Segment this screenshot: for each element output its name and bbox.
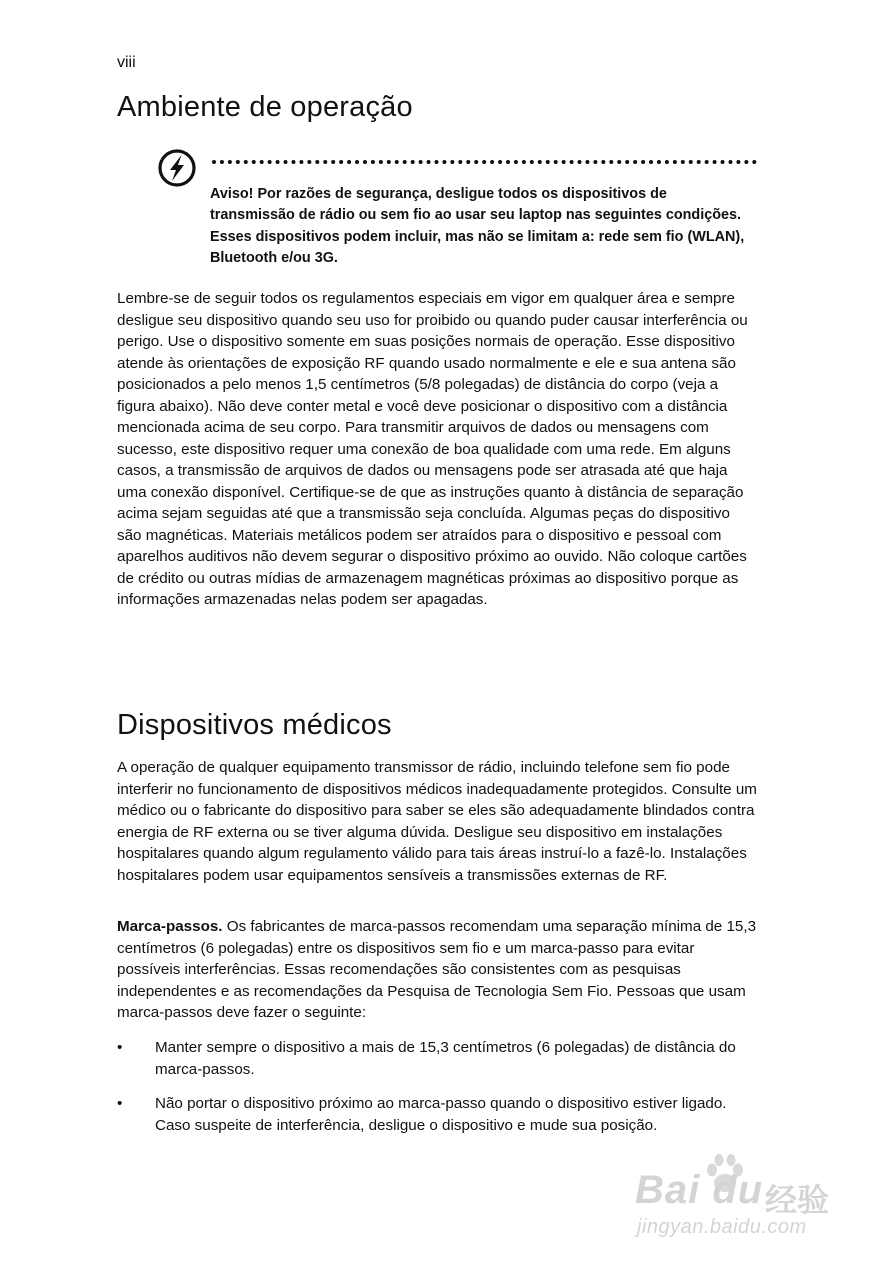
section-title-ambiente: Ambiente de operação bbox=[117, 91, 413, 123]
paragraph-marca-passos bbox=[117, 916, 757, 1024]
paragraph-medicos: A operação de qualquer equipamento transmissor de rádio, incluindo telefone sem fio pode interferir no funcionamento de dispositivos médicos inadequadamente protegidos. Consulte um médico ou o fabricante do dispositivo para saber se eles são adequadamente blindados contra energia de RF externa ou se tiver alguma dúvida. Desligue seu dispositivo em instalações hospitalares quando algum regulamento válido para tais áreas instruí-lo a fazê-lo. Instalações hospitalares podem usar equipamentos sensíveis a transmissões externas de RF. bbox=[117, 759, 757, 884]
bullet-icon: • bbox=[117, 1039, 123, 1056]
page-number: viii bbox=[117, 54, 136, 71]
watermark-url: jingyan.baidu.com bbox=[637, 1216, 807, 1238]
paragraph-operacao: Lembre-se de seguir todos os regulamentos especiais em vigor em qualquer área e sempre desligue seu dispositivo quando seu uso for proibido ou quando puder causar interferência ou perigo. Use o dispositivo somente em suas posições normais de operação. Esse dispositivo atende às orientações de exposição RF quando usado normalmente e ele e sua antena são posicionados a pelo menos 1,5 centímetros (5/8 polegadas) de distância do corpo (veja a figura abaixo). Não deve conter metal e você deve posicionar o dispositivo com a distância mencionada acima de seu corpo. Para transmitir arquivos de dados ou mensagens com sucesso, este dispositivo requer uma conexão de boa qualidade com uma rede. Em alguns casos, a transmissão de arquivos de dados ou mensagens pode ser atrasada até que haja uma conexão disponível. Certifique-se de que as instruções quanto à distância de separação acima sejam seguidas até que a transmissão seja concluída. Algumas peças do dispositivo são magnéticas. Materiais metálicos podem ser atraídos para o dispositivo e pessoal com aparelhos auditivos não devem segurar o dispositivo próximo ao ouvido. Não coloque cartões de crédito ou outras mídias de armazenagem magnéticas próximas ao dispositivo porque as informações armazenadas nelas podem ser apagadas. bbox=[117, 290, 748, 608]
warning-text: Aviso! Por razões de segurança, desligue todos os dispositivos de transmissão de rádio ou sem fio ao usar seu laptop nas seguintes condições. Esses dispositivos podem incluir, mas não se limitam a: rede sem fio (WLAN), Bluetooth e/ou 3G. bbox=[210, 186, 745, 266]
watermark-brand: Bai du bbox=[635, 1168, 764, 1212]
section-title-medicos: Dispositivos médicos bbox=[117, 709, 392, 741]
pacemaker-text: Os fabricantes de marca-passos recomendam uma separação mínima de 15,3 centímetros (6 polegadas) entre os dispositivos sem fio e um marca-passo para evitar possíveis interferências. Essas recomendações são consistentes com as pesquisas independentes e as recomendações da Pesquisa de Tecnologia Sem Fio. Pessoas que usam marca-passos deve fazer o seguinte: bbox=[117, 918, 757, 1021]
bullet-icon: • bbox=[117, 1095, 123, 1112]
bullet-text: Não portar o dispositivo próximo ao marca-passo quando o dispositivo estiver ligado. Caso suspeite de interferência, desligue o dispositivo e mude sua posição. bbox=[155, 1095, 727, 1134]
baidu-watermark bbox=[625, 1150, 875, 1250]
warning-dotted-rule bbox=[212, 160, 757, 164]
pacemaker-lead: Marca-passos. bbox=[117, 918, 223, 935]
warning-bolt-icon bbox=[157, 148, 197, 188]
bullet-text: Manter sempre o dispositivo a mais de 15,3 centímetros (6 polegadas) de distância do marca-passos. bbox=[155, 1039, 736, 1078]
watermark-suffix: 经验 bbox=[765, 1182, 830, 1218]
